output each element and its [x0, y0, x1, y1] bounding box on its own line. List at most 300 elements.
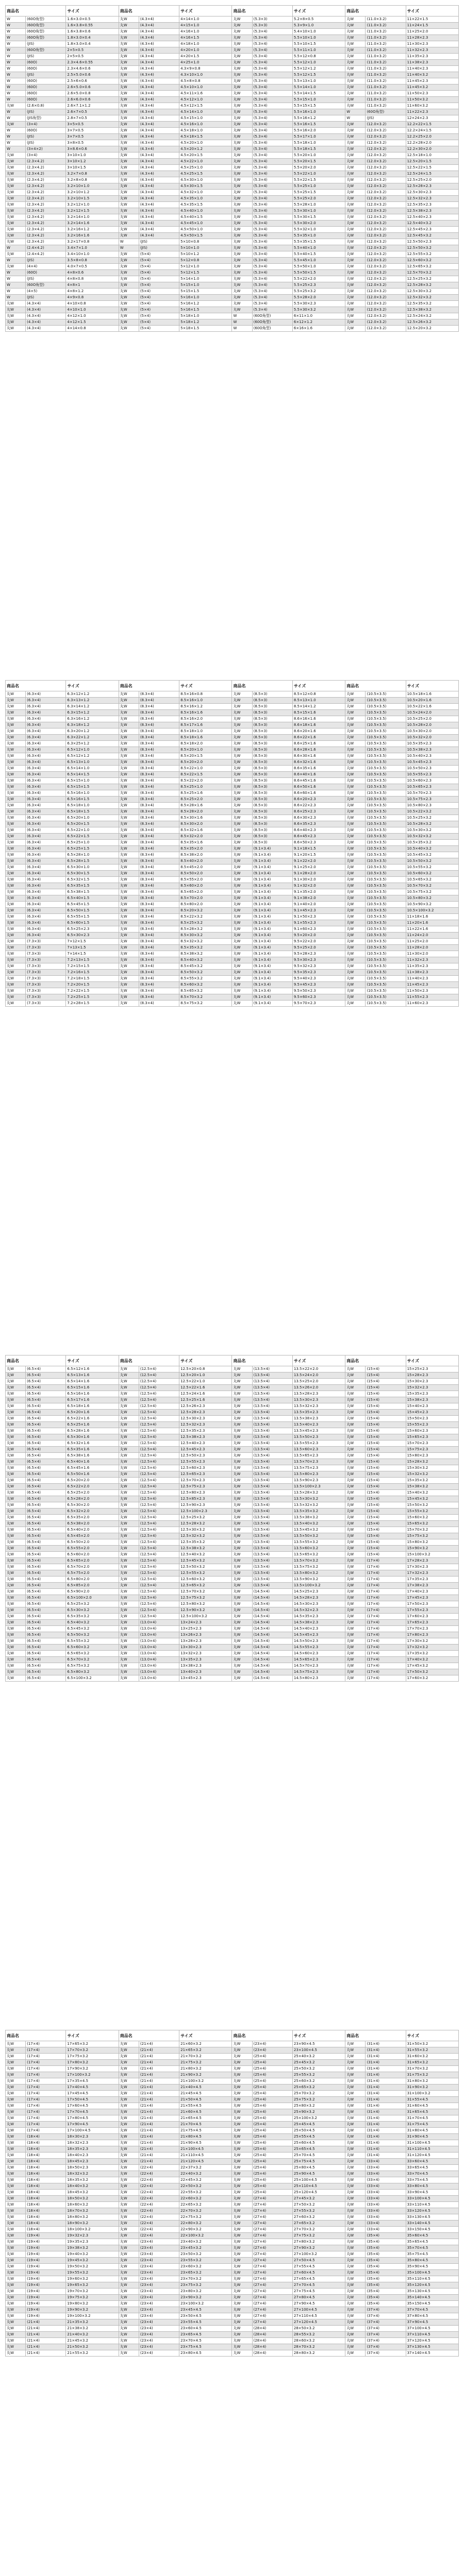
type-cell: W — [6, 54, 26, 60]
spec-cell: (60O角型) — [366, 109, 406, 115]
type-cell: 丸W — [119, 2233, 139, 2239]
type-cell: 丸W — [345, 1410, 366, 1416]
type-cell: 丸W — [232, 1447, 252, 1453]
table-row — [6, 1570, 459, 1577]
type-cell: 丸W — [232, 1391, 252, 1397]
spec-cell: (5×4) — [139, 326, 179, 332]
size-cell: 13×38×2.3 — [179, 1663, 232, 1669]
table-row — [6, 772, 459, 778]
spec-cell: (13.5×4) — [252, 1558, 292, 1564]
size-cell: 7×12×1.5 — [66, 939, 119, 945]
spec-cell: (33×4) — [366, 2159, 406, 2165]
spec-cell: (12.5×4) — [139, 1614, 179, 1620]
spec-cell: (12.5×4) — [139, 1440, 179, 1447]
spec-cell: (9.1×3.4) — [252, 945, 292, 951]
table-row — [6, 840, 459, 846]
spec-cell: (2.3×4.2) — [26, 208, 66, 214]
spec-cell: (6.5×4) — [26, 1496, 66, 1502]
type-cell: 丸W — [232, 1632, 252, 1638]
spec-cell: (18×4) — [26, 2214, 66, 2221]
type-cell: 丸W — [6, 1645, 26, 1651]
spec-cell: (11.0×3.2) — [366, 84, 406, 91]
type-cell: 丸W — [232, 988, 252, 994]
type-cell: 丸W — [345, 1577, 366, 1583]
type-cell: 丸W — [232, 1453, 252, 1459]
type-cell: 丸W — [6, 2060, 26, 2066]
type-cell: 丸W — [6, 2295, 26, 2301]
spec-cell: (6.3×4) — [26, 747, 66, 753]
spec-cell: (17×4) — [26, 2072, 66, 2078]
spec-cell: (27×4) — [252, 2289, 292, 2295]
size-cell: 6.5×40×2.0 — [66, 1527, 119, 1533]
table-row — [6, 1471, 459, 1478]
type-cell: 丸W — [6, 1663, 26, 1669]
size-cell: 11×22×2.3 — [406, 109, 458, 115]
type-cell: 丸W — [6, 2258, 26, 2264]
spec-cell: (28×4) — [252, 2350, 292, 2357]
spec-cell: (31×4) — [366, 2146, 406, 2153]
size-cell: 8.5×70×3.2 — [179, 994, 232, 1001]
type-cell: 丸W — [232, 1459, 252, 1465]
column-header-size: サイズ — [406, 1355, 458, 1366]
size-cell: 12.5×24×3.2 — [406, 313, 458, 319]
size-cell: 6.5×28×2.0 — [66, 1496, 119, 1502]
spec-cell: (9.1×3.4) — [252, 858, 292, 865]
type-cell: 丸W — [232, 270, 252, 276]
type-cell: 丸W — [232, 66, 252, 72]
type-cell: 丸W — [119, 54, 139, 60]
spec-cell: (12.5×4) — [139, 1601, 179, 1607]
table-row — [6, 1447, 459, 1453]
spec-cell: (7.3×3) — [26, 939, 66, 945]
type-cell: 丸W — [119, 134, 139, 140]
spec-cell: (9.1×3.4) — [252, 939, 292, 945]
size-cell: 22×75×3.2 — [179, 2214, 232, 2221]
spec-cell: (18×4) — [26, 2227, 66, 2233]
spec-cell: (17×4) — [366, 1607, 406, 1614]
type-cell: 丸W — [119, 1577, 139, 1583]
spec-cell: (6.3×4) — [26, 902, 66, 908]
spec-cell: (19×4) — [26, 2270, 66, 2276]
size-cell: 25×50×3.2 — [292, 2066, 345, 2072]
table-row — [6, 2122, 459, 2128]
type-cell: 丸W — [345, 202, 366, 208]
type-cell: 丸W — [119, 140, 139, 146]
type-cell: 丸W — [119, 957, 139, 963]
spec-cell: (JIS) — [139, 245, 179, 251]
size-cell: 9.5×70×2.3 — [292, 1001, 345, 1007]
spec-cell: (JIS) — [26, 41, 66, 47]
spec-cell: (11.0×3.2) — [366, 97, 406, 103]
size-cell: 15×40×2.3 — [406, 1403, 458, 1410]
type-cell: 丸W — [6, 1428, 26, 1434]
size-cell: 31×70×4.5 — [406, 2115, 458, 2122]
spec-cell: (4.3×4) — [139, 78, 179, 84]
size-cell: 12.5×55×3.2 — [406, 251, 458, 258]
size-cell: 6.5×38×2.0 — [66, 1521, 119, 1527]
spec-cell: (13.5×4) — [252, 1490, 292, 1496]
size-cell: 17×45×3.2 — [406, 1663, 458, 1669]
type-cell: 丸W — [232, 84, 252, 91]
size-cell: 6.5×30×2.0 — [66, 1502, 119, 1509]
size-cell: 12.5×25×3.2 — [179, 1515, 232, 1521]
column-header-size: サイズ — [292, 6, 345, 16]
spec-cell: (25×4) — [252, 2054, 292, 2060]
spec-cell: (8.3×4) — [139, 852, 179, 858]
spec-cell: (12.5×4) — [139, 1434, 179, 1440]
size-cell: 15×35×3.2 — [406, 1478, 458, 1484]
type-cell: 丸W — [119, 982, 139, 988]
spec-cell: (5.3×4) — [252, 29, 292, 35]
size-cell: 5.5×28×2.0 — [292, 295, 345, 301]
type-cell: 丸W — [345, 2066, 366, 2072]
size-cell: 28×55×3.2 — [292, 2332, 345, 2338]
type-cell: 丸W — [119, 2258, 139, 2264]
spec-cell: (31×4) — [366, 2047, 406, 2054]
type-cell: 丸W — [6, 852, 26, 858]
type-cell: 丸W — [232, 239, 252, 245]
table-row — [6, 2208, 459, 2214]
type-cell: 丸W — [345, 1440, 366, 1447]
spec-cell: (9.1×3.4) — [252, 877, 292, 883]
type-cell: 丸W — [119, 1484, 139, 1490]
size-cell: 6×16×1.6 — [292, 326, 345, 332]
size-cell: 15×38×2.3 — [406, 1397, 458, 1403]
spec-cell: (23×4) — [139, 2245, 179, 2251]
type-cell: 丸W — [232, 939, 252, 945]
type-cell: 丸W — [119, 2307, 139, 2313]
spec-cell: (5.3×4) — [252, 72, 292, 78]
size-cell: 3.4×7×1.0 — [66, 245, 119, 251]
type-cell: 丸W — [345, 2146, 366, 2153]
size-cell: 6.5×75×2.0 — [66, 1570, 119, 1577]
type-cell: 丸W — [119, 251, 139, 258]
type-cell: 丸W — [6, 2344, 26, 2350]
type-cell: 丸W — [345, 2326, 366, 2332]
spec-cell: (5.3×4) — [252, 183, 292, 190]
spec-cell: (12.5×4) — [139, 1478, 179, 1484]
table-row — [6, 2258, 459, 2264]
column-header-product: 商品名 — [232, 2030, 292, 2041]
spec-cell: (13.5×4) — [252, 1434, 292, 1440]
size-cell: 5.5×20×2.0 — [292, 165, 345, 171]
spec-cell: (6.5×4) — [26, 1465, 66, 1471]
spec-cell: (8.3×4) — [139, 735, 179, 741]
type-cell: 丸W — [119, 41, 139, 47]
spec-cell: (6.5×4) — [26, 1527, 66, 1533]
type-cell: 丸W — [119, 976, 139, 982]
spec-cell: (25×4) — [252, 2177, 292, 2183]
spec-cell: (17×4) — [366, 1601, 406, 1607]
type-cell: 丸W — [6, 1533, 26, 1539]
type-cell: 丸W — [6, 1379, 26, 1385]
table-row — [6, 208, 459, 214]
size-cell: 8.5×25×3.2 — [179, 920, 232, 926]
spec-cell: (23×4) — [252, 2041, 292, 2047]
size-cell: 13.5×45×3.2 — [292, 1527, 345, 1533]
table-row — [6, 834, 459, 840]
spec-cell: (12.5×4) — [139, 1533, 179, 1539]
spec-cell: (15×4) — [366, 1539, 406, 1546]
table-row — [6, 2289, 459, 2295]
size-cell: 7.2×25×1.5 — [66, 994, 119, 1001]
table-row — [6, 2078, 459, 2084]
size-cell: 31×60×3.2 — [406, 2054, 458, 2060]
size-cell: 15×25×2.3 — [406, 1366, 458, 1372]
spec-cell: (6.5×4) — [26, 1422, 66, 1428]
spec-cell: (6.5×4) — [26, 1410, 66, 1416]
size-cell: 11×22×1.6 — [406, 926, 458, 933]
spec-cell: (31×4) — [366, 2122, 406, 2128]
size-cell: 12.5×30×2.3 — [179, 1416, 232, 1422]
spec-cell: (27×4) — [252, 2251, 292, 2258]
type-cell: 丸W — [6, 920, 26, 926]
type-cell: 丸W — [345, 233, 366, 239]
type-cell: 丸W — [6, 809, 26, 815]
type-cell: 丸W — [345, 326, 366, 332]
type-cell: 丸W — [119, 208, 139, 214]
spec-cell: (15×4) — [366, 1391, 406, 1397]
size-cell: 6.5×18×1.0 — [66, 803, 119, 809]
spec-cell: (25×4) — [252, 2060, 292, 2066]
spec-cell: (12.5×4) — [139, 1607, 179, 1614]
spec-cell: (25×4) — [252, 2072, 292, 2078]
size-cell: 5.5×16×1.2 — [292, 115, 345, 122]
size-cell: 5.5×30×2.3 — [292, 301, 345, 307]
type-cell: 丸W — [119, 1434, 139, 1440]
size-cell: 17×100×4.5 — [66, 2128, 119, 2134]
size-cell: 4.5×20×1.0 — [179, 140, 232, 146]
size-cell: 6.5×80×2.0 — [66, 1577, 119, 1583]
table-row — [6, 2227, 459, 2233]
type-cell: 丸W — [6, 2251, 26, 2258]
type-cell: 丸W — [232, 2115, 252, 2122]
type-cell: 丸W — [232, 778, 252, 784]
type-cell: 丸W — [6, 171, 26, 177]
type-cell: 丸W — [232, 1589, 252, 1595]
spec-cell: (10.5×3.5) — [366, 852, 406, 858]
type-cell: 丸W — [232, 994, 252, 1001]
spec-cell: (17×4) — [26, 2122, 66, 2128]
size-cell: 12.5×45×3.2 — [406, 233, 458, 239]
spec-cell: (6.3×4) — [26, 753, 66, 759]
size-cell: 11×50×2.3 — [406, 91, 458, 97]
table-row — [6, 1465, 459, 1471]
type-cell: 丸W — [6, 196, 26, 202]
spec-cell: (13.5×4) — [252, 1440, 292, 1447]
spec-cell: (8.3×4) — [139, 988, 179, 994]
spec-cell: (10.5×3.5) — [366, 951, 406, 957]
spec-cell: (10.5×3.5) — [366, 957, 406, 963]
spec-cell: (11.0×3.2) — [366, 72, 406, 78]
type-cell: 丸W — [345, 865, 366, 871]
type-cell: 丸W — [232, 1614, 252, 1620]
size-cell: 25×65×3.2 — [292, 2084, 345, 2091]
size-cell: 8.5×60×2.0 — [179, 883, 232, 889]
type-cell: 丸W — [6, 208, 26, 214]
type-cell: 丸W — [232, 1502, 252, 1509]
spec-cell: (5.3×4) — [252, 214, 292, 221]
size-cell: 13.5×32×3.2 — [292, 1502, 345, 1509]
size-cell: 8.6×28×1.6 — [292, 747, 345, 753]
type-cell: 丸W — [345, 190, 366, 196]
type-cell: 丸W — [345, 2289, 366, 2295]
spec-cell: (18×4) — [26, 2177, 66, 2183]
column-header-size: サイズ — [66, 6, 119, 16]
type-cell: 丸W — [345, 2319, 366, 2326]
spec-cell: (35×4) — [366, 2282, 406, 2289]
type-cell: 丸W — [345, 2159, 366, 2165]
type-cell: 丸W — [232, 2251, 252, 2258]
spec-cell: (12.5×4) — [139, 1403, 179, 1410]
size-cell: 4×14×0.8 — [66, 326, 119, 332]
spec-cell: (8.3×4) — [139, 766, 179, 772]
size-cell: 10.5×45×3.2 — [406, 852, 458, 858]
spec-cell: (23×4) — [139, 2289, 179, 2295]
size-cell: 3.2×10×1.0 — [66, 183, 119, 190]
size-cell: 13.5×50×2.3 — [292, 1434, 345, 1440]
type-cell: 丸W — [232, 2134, 252, 2140]
spec-cell: (4.3×4) — [139, 134, 179, 140]
type-cell: 丸W — [119, 766, 139, 772]
spec-cell: (12.0×3.2) — [366, 233, 406, 239]
size-cell: 11×55×2.3 — [406, 994, 458, 1001]
spec-cell: (10.5×3.5) — [366, 865, 406, 871]
size-cell: 12.5×24×1.6 — [179, 1391, 232, 1397]
size-cell: 7×13×1.5 — [66, 945, 119, 951]
size-cell: 12.5×45×2.3 — [179, 1447, 232, 1453]
spec-cell: (2.3×4.2) — [26, 159, 66, 165]
column-header-size: サイズ — [406, 2030, 458, 2041]
size-cell: 14.5×40×2.3 — [292, 1626, 345, 1632]
type-cell: W — [6, 115, 26, 122]
type-cell: 丸W — [6, 2245, 26, 2251]
spec-cell: (17×4) — [366, 1614, 406, 1620]
spec-cell: (JIS) — [26, 54, 66, 60]
spec-cell: (JIS) — [26, 295, 66, 301]
size-cell: 18×35×2.3 — [66, 2146, 119, 2153]
type-cell: 丸W — [345, 2276, 366, 2282]
table-row — [6, 35, 459, 41]
size-cell: 14.5×50×2.3 — [292, 1638, 345, 1645]
size-cell: 33×65×4.5 — [406, 2165, 458, 2171]
spec-cell: (27×4) — [252, 2264, 292, 2270]
type-cell: 丸W — [6, 2066, 26, 2072]
size-cell: 9.1×28×2.0 — [292, 871, 345, 877]
size-cell: 25×90×4.5 — [292, 2171, 345, 2177]
type-cell: 丸W — [6, 2289, 26, 2295]
table-row — [6, 1539, 459, 1546]
spec-cell: (8.5×3) — [252, 759, 292, 766]
size-cell: 10.5×60×3.2 — [406, 871, 458, 877]
type-cell: 丸W — [345, 2307, 366, 2313]
type-cell: 丸W — [119, 1465, 139, 1471]
size-cell: 12.5×100×2.3 — [179, 1509, 232, 1515]
spec-cell: (11.0×3.2) — [366, 41, 406, 47]
size-cell: 5.5×18×1.0 — [292, 140, 345, 146]
spec-cell: (6.5×4) — [26, 1620, 66, 1626]
size-cell: 11×40×3.2 — [406, 72, 458, 78]
spec-cell: (14.5×4) — [252, 1669, 292, 1675]
type-cell: 丸W — [119, 2146, 139, 2153]
size-cell: 5.5×10×1.5 — [292, 41, 345, 47]
size-cell: 12.5×90×3.2 — [179, 1607, 232, 1614]
table-row — [6, 109, 459, 115]
size-cell: 8.5×75×3.2 — [179, 1001, 232, 1007]
size-cell: 12.5×55×3.2 — [179, 1570, 232, 1577]
type-cell: 丸W — [6, 1552, 26, 1558]
type-cell: 丸W — [119, 2165, 139, 2171]
size-cell: 21×65×3.2 — [179, 2047, 232, 2054]
size-cell: 10.5×40×3.2 — [406, 846, 458, 852]
type-cell: 丸W — [119, 716, 139, 722]
type-cell: 丸W — [119, 233, 139, 239]
size-cell: 37×90×4.5 — [406, 2319, 458, 2326]
size-cell: 6.5×22×1.6 — [66, 1416, 119, 1422]
size-cell: 4×10×0.8 — [66, 301, 119, 307]
size-cell: 5×10×1.2 — [179, 251, 232, 258]
type-cell: 丸W — [232, 23, 252, 29]
type-cell: 丸W — [345, 41, 366, 47]
table-row — [6, 2054, 459, 2060]
size-cell: 6.5×60×1.5 — [66, 920, 119, 926]
type-cell: 丸W — [6, 2146, 26, 2153]
size-cell: 13×24×2.3 — [179, 1620, 232, 1626]
column-header-product: 商品名 — [119, 681, 179, 691]
type-cell: 丸W — [232, 2122, 252, 2128]
spec-cell: (15×4) — [366, 1366, 406, 1372]
size-cell: 8.5×22×1.0 — [179, 766, 232, 772]
type-cell: 丸W — [6, 1521, 26, 1527]
spec-cell: (7.3×3) — [26, 970, 66, 976]
size-cell: 17×40×2.3 — [406, 1589, 458, 1595]
spec-cell: (10.5×3.5) — [366, 735, 406, 741]
type-cell: 丸W — [119, 865, 139, 871]
size-cell: 23×60×4.5 — [179, 2326, 232, 2332]
size-cell: 33×120×4.5 — [406, 2208, 458, 2214]
table-row — [6, 2202, 459, 2208]
spec-cell: (6.5×4) — [26, 1657, 66, 1663]
type-cell: 丸W — [6, 1440, 26, 1447]
size-cell: 17×35×4.5 — [66, 2078, 119, 2084]
spec-cell: (18×4) — [26, 2140, 66, 2146]
table-row — [6, 29, 459, 35]
spec-cell: (27×4) — [252, 2196, 292, 2202]
spec-cell: (JIS) — [26, 134, 66, 140]
table-row — [6, 759, 459, 766]
spec-cell: (8.3×4) — [139, 815, 179, 821]
type-cell: 丸W — [119, 920, 139, 926]
size-cell: 17×50×3.2 — [406, 1669, 458, 1675]
spec-cell: (12.0×3.2) — [366, 270, 406, 276]
spec-cell: (9.1×3.4) — [252, 846, 292, 852]
type-cell: 丸W — [119, 1595, 139, 1601]
type-cell: 丸W — [232, 1564, 252, 1570]
spec-cell: (15×4) — [366, 1471, 406, 1478]
type-cell: 丸W — [345, 1657, 366, 1663]
spec-cell: (8.5×3) — [252, 840, 292, 846]
spec-cell: (6.5×4) — [26, 1626, 66, 1632]
type-cell: 丸W — [232, 227, 252, 233]
size-cell: 37×80×4.5 — [406, 2313, 458, 2319]
type-cell: 丸W — [232, 2344, 252, 2350]
spec-cell: (8.3×4) — [139, 908, 179, 914]
type-cell: 丸W — [119, 91, 139, 97]
size-cell: 3.2×14×1.6 — [66, 221, 119, 227]
type-cell: 丸W — [345, 939, 366, 945]
spec-cell: (15×4) — [366, 1385, 406, 1391]
type-cell: 丸W — [232, 1533, 252, 1539]
